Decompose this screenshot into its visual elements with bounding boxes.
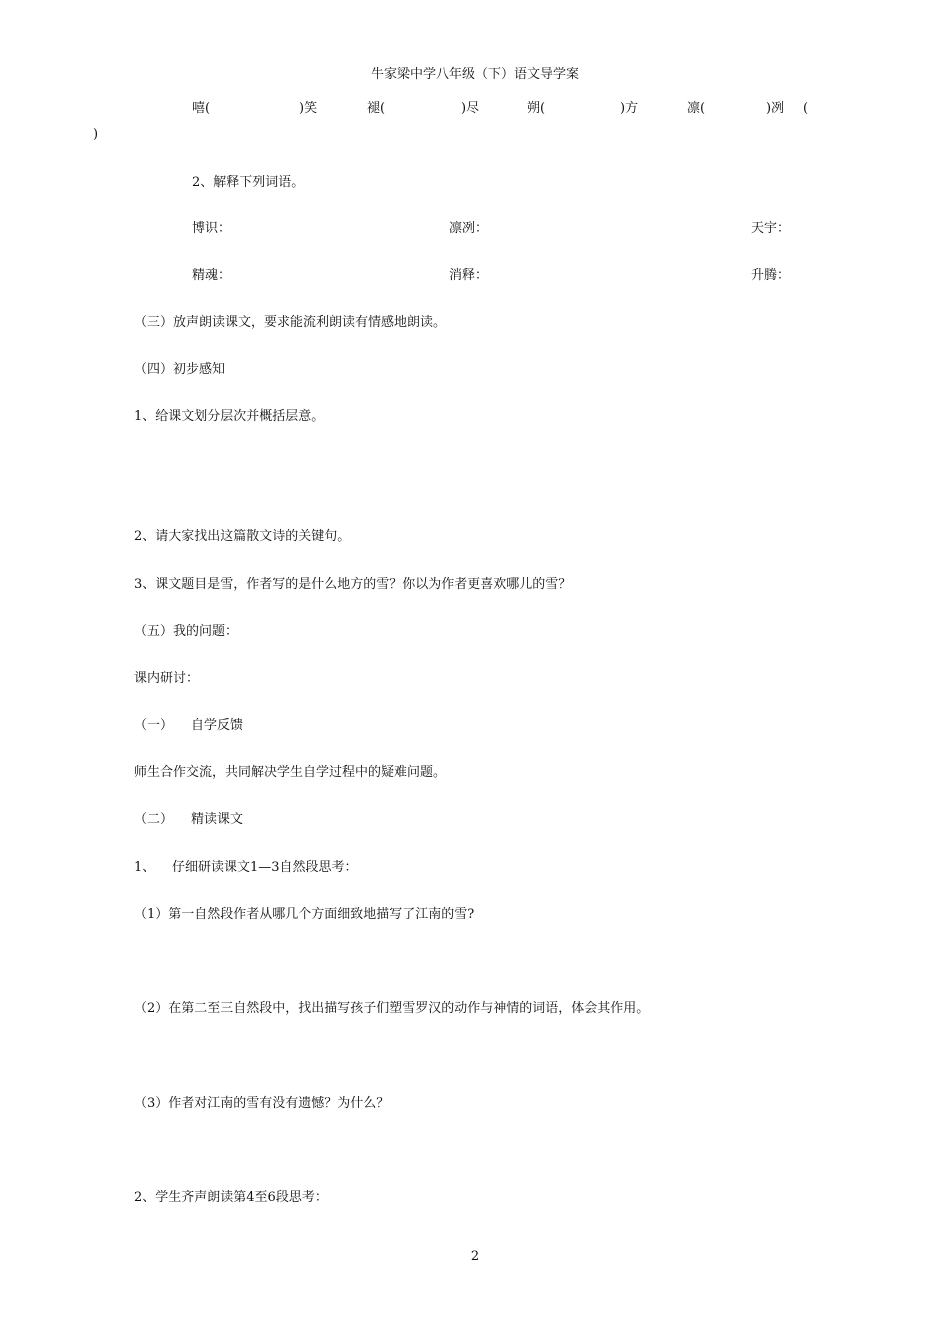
section-heading: （五）我的问题： xyxy=(134,624,239,639)
term-label: 天宇： xyxy=(751,221,791,236)
page-header-title: 牛家梁中学八年级（下）语文导学案 xyxy=(370,67,579,82)
pinyin-item: ( xyxy=(803,101,809,116)
pinyin-item: 嘻( xyxy=(192,101,211,116)
subsection-number: （二） xyxy=(134,812,174,827)
section-heading: （四）初步感知 xyxy=(134,362,226,377)
subsection-title: 精读课文 xyxy=(191,812,244,827)
question-text: （2）在第二至三自然段中，找出描写孩子们塑雪罗汉的动作与神情的词语，体会其作用。 xyxy=(134,1001,650,1016)
subsection-number: （一） xyxy=(134,718,174,733)
term-label: 博识： xyxy=(192,221,232,236)
page-number: 2 xyxy=(470,1249,480,1264)
term-label: 精魂： xyxy=(192,268,232,283)
section-heading: 课内研讨： xyxy=(134,671,200,686)
question-text: （1）第一自然段作者从哪几个方面细致地描写了江南的雪? xyxy=(134,907,475,922)
question-text: 仔细研读课文1—3自然段思考： xyxy=(172,860,358,875)
question-text: 3、课文题目是雪，作者写的是什么地方的雪？你以为作者更喜欢哪儿的雪？ xyxy=(134,577,572,592)
question-text: 2、学生齐声朗读第4至6段思考： xyxy=(134,1190,328,1205)
question-text: （3）作者对江南的雪有没有遗憾？为什么？ xyxy=(134,1096,390,1111)
term-label: 凛冽： xyxy=(449,221,489,236)
pinyin-item: )笑 xyxy=(299,101,318,116)
term-label: 消释： xyxy=(449,268,489,283)
pinyin-item: )方 xyxy=(620,101,639,116)
pinyin-wrap: ) xyxy=(93,127,99,142)
question-text: 1、给课文划分层次并概括层意。 xyxy=(134,409,325,424)
pinyin-item: )冽 xyxy=(766,101,785,116)
pinyin-item: 凛( xyxy=(687,101,706,116)
pinyin-item: 褪( xyxy=(367,101,386,116)
term-label: 升腾： xyxy=(751,268,791,283)
question-text: 2、请大家找出这篇散文诗的关键句。 xyxy=(134,529,351,544)
paragraph-text: 师生合作交流，共同解决学生自学过程中的疑难问题。 xyxy=(134,765,447,780)
section-heading: （三）放声朗读课文，要求能流利朗读有情感地朗读。 xyxy=(134,315,447,330)
subsection-title: 自学反馈 xyxy=(191,718,244,733)
question-title: 2、解释下列词语。 xyxy=(192,175,305,190)
pinyin-item: )尽 xyxy=(461,101,480,116)
pinyin-item: 朔( xyxy=(527,101,546,116)
question-number: 1、 xyxy=(134,860,156,875)
